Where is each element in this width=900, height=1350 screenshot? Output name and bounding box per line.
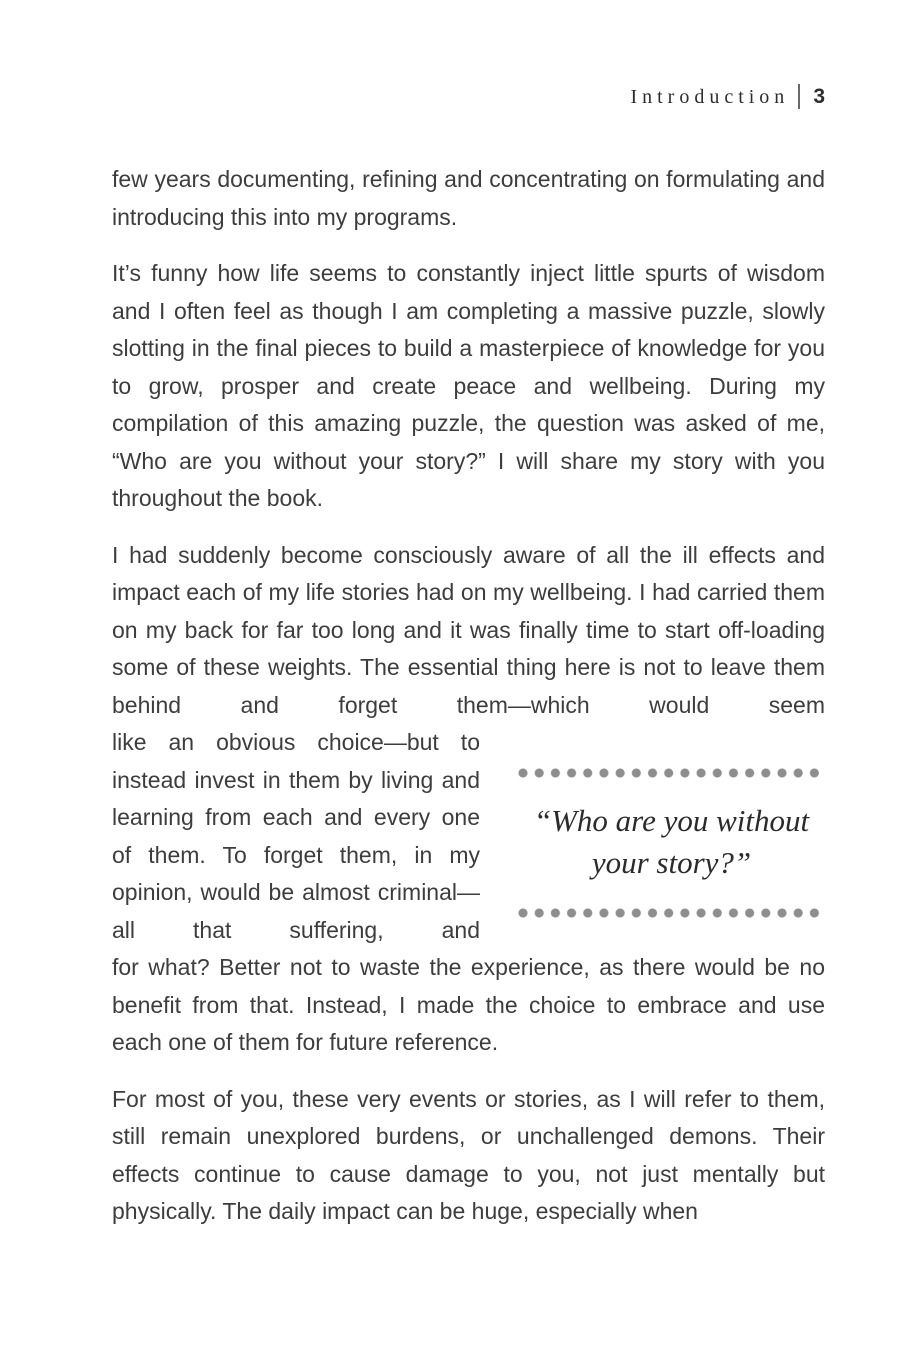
text-wrap-row [112, 724, 825, 949]
dotted-divider-top [518, 768, 825, 778]
header-section-title: Introduction [630, 86, 790, 108]
header-divider [798, 84, 800, 109]
body-paragraph-2: It’s funny how life seems to constantly inject little spurts of wisdom and I often feel as though I am completing a massive puzzle, slowly slotting in the final pieces to build a masterpiece of knowledge for you to grow, prosper and create peace and wellbeing. During my compilation of this amazing puzzle, the question was asked of me, “Who are you without your story?” I will share my story with you throughout the book. [112, 260, 825, 511]
dotted-divider-bottom [518, 908, 825, 918]
header-page-number: 3 [813, 85, 825, 108]
running-header [112, 84, 825, 109]
paragraph-3-closing-part: for what? Better not to waste the experience, as there would be no benefit from that. Instead, I made the choice to embrace and use each one of them for future reference. [112, 954, 825, 1055]
body-paragraph-1: few years documenting, refining and concentrating on formulating and introducing this into my programs. [112, 166, 825, 230]
body-paragraph-4: For most of you, these very events or stories, as I will refer to them, still remain unexplored burdens, or unchallenged demons. Their effects continue to cause damage to you, not just mentally but physically. The daily impact can be huge, especially when [112, 1085, 825, 1224]
pull-quote [518, 768, 825, 918]
body-paragraph-3 [112, 537, 825, 1062]
pull-quote-text: “Who are you without your story?” [533, 803, 810, 880]
page-body [112, 161, 825, 1231]
paragraph-3-wrapped-part: like an obvious choice—but to instead invest in them by living and learning from each and every one of them. To forget them, in my opinion, would be almost criminal—all that suffering, and [112, 729, 480, 943]
paragraph-3-full-width-part: I had suddenly become consciously aware of all the ill effects and impact each of my life stories had on my wellbeing. I had carried them on my back for far too long and it was finally time to start off-loading some of these weights. The essential thing here is not to leave them behind and forget them—which would seem [112, 541, 825, 718]
